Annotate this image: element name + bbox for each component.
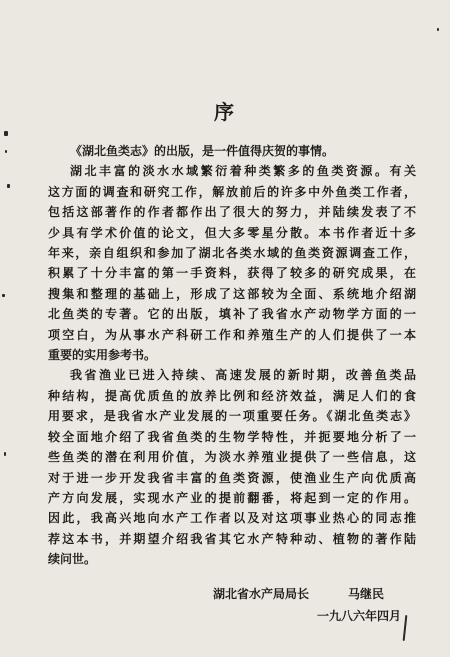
text-line: 些鱼类的潜在利用价值，为淡水养殖业提供了一些信息，这 [48, 450, 416, 465]
paragraph-3 [48, 365, 416, 569]
text-line: 种结构，提高优质鱼的放养比例和经济效益，满足人们的食 [48, 388, 416, 403]
scan-speck [4, 131, 8, 136]
scan-speck [2, 294, 5, 297]
signatory-title: 湖北省水产局局长 [213, 587, 310, 601]
paragraph-1 [48, 141, 416, 161]
scan-speck [5, 150, 7, 153]
text-line: 因此，我高兴地向水产工作者以及对这项事业热心的同志推 [48, 511, 416, 526]
text-line: 续问世。 [48, 552, 97, 567]
preface-body [48, 141, 416, 570]
text-line: 积累了十分丰富的第一手资料，获得了较多的研究成果，在 [48, 266, 416, 281]
scan-speck [7, 184, 10, 188]
signatory-name: 马继民 [348, 587, 385, 601]
text-line: 湖北丰富的淡水水域繁衍着种类繁多的鱼类资源。有关 [70, 164, 416, 179]
document-date: 一九八六年四月 [317, 609, 402, 623]
paragraph-2 [48, 161, 416, 365]
text-line: 用要求，是我省水产业发展的一项重要任务。《湖北鱼类志》 [48, 409, 416, 424]
text-line: 产方向发展，实现水产业的提前翻番，将起到一定的作用。 [48, 490, 416, 505]
text-line: 项空白，为从事水产科研工作和养殖生产的人们提供了一本 [48, 327, 416, 342]
text-line: 对于进一步开发我省丰富的鱼类资源，使渔业生产向优质高 [48, 470, 416, 485]
text-line: 重要的实用参考书。 [48, 348, 157, 363]
scan-stroke [403, 615, 408, 641]
page-title: 序 [214, 100, 236, 124]
text-line: 这方面的调查和研究工作，解放前后的许多中外鱼类工作者， [48, 184, 416, 199]
text-line: 我省渔业已进入持续、高速发展的新时期，改善鱼类品 [70, 368, 416, 383]
text-line: 包括这部著作的作者都作出了很大的努力，并陆续发表了不 [48, 205, 416, 220]
text-line: 《湖北鱼类志》的出版，是一件值得庆贺的事情。 [70, 144, 335, 158]
text-line: 较全面地介绍了我省鱼类的生物学特性，并扼要地分析了一 [48, 429, 416, 444]
text-line: 少具有学术价值的论文，但大多零星分散。本书作者近十多 [48, 225, 416, 240]
text-line: 北鱼类的专著。它的出版，填补了我省水产动物学方面的一 [48, 307, 416, 322]
text-line: 年来，亲自组织和参加了湖北各类水域的鱼类资源调查工作， [48, 246, 416, 261]
scan-speck [4, 452, 6, 456]
text-line: 荐这本书，并期望介绍我省其它水产特种动、植物的著作陆 [48, 531, 416, 546]
scan-speck [437, 28, 439, 31]
text-line: 搜集和整理的基础上，形成了这部较为全面、系统地介绍湖 [48, 286, 416, 301]
